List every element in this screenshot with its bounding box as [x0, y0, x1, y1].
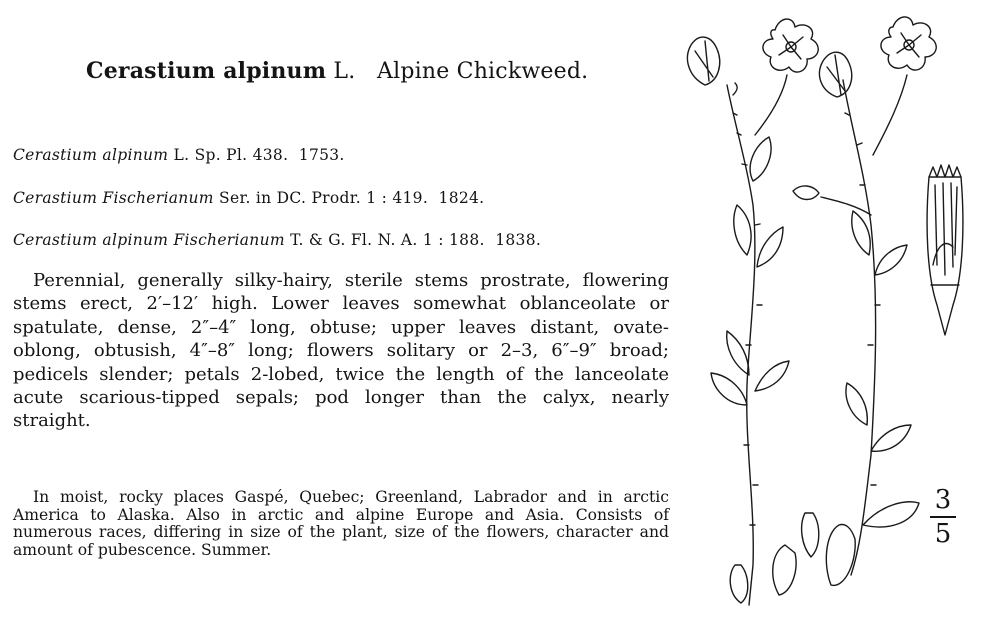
right-stem [843, 80, 876, 575]
synonym-name: Cerastium alpinum [13, 146, 169, 164]
description-text: Perennial, generally silky-hairy, sterile stems prostrate, flowering stems erect, 2′–12′ high. Lower leaves somewhat oblanceolate or spatulate, dense, 2″–4″ long, obtuse; upper leaves distant, ovate-oblong, obtusish, 4″–8″ long; flowers solitary or 2–3, 6″–9″ broad; pedicels slender; petals 2-lobed, twice the length of the lanceolate acute scarious-tipped sepals; pod longer than the calyx, nearly straight. [13, 270, 669, 432]
synonym-line [13, 146, 345, 164]
flower-icon [881, 17, 936, 70]
left-stem-branch [755, 75, 787, 135]
synonym-line [13, 189, 484, 207]
synonym-citation: L. Sp. Pl. 438. [173, 146, 289, 164]
species-name: Cerastium alpinum [86, 58, 327, 84]
species-author: L. [333, 59, 356, 84]
leaf-icon [711, 137, 789, 405]
habitat-text: In moist, rocky places Gaspé, Quebec; Greenland, Labrador and in arctic America to Alaska. Also in arctic and alpine Europe and Asia. Consists of numerous races, differing in size of the plant, size of the flowers, character and amount of pubescence. Summer. [13, 488, 669, 559]
basal-leaves-icon [730, 513, 855, 603]
species-heading [86, 58, 588, 84]
scale-numerator: 3 [934, 485, 952, 515]
calyx-detail-icon [927, 165, 963, 335]
synonym-name: Cerastium alpinum Fischerianum [13, 231, 285, 249]
description-paragraph [13, 269, 669, 433]
synonym-name: Cerastium Fischerianum [13, 189, 214, 207]
common-name: Alpine Chickweed. [377, 59, 589, 84]
synonym-line [13, 231, 541, 249]
scale-fraction-bar [930, 516, 956, 518]
right-stem-branch [873, 75, 907, 155]
synonym-citation: T. & G. Fl. N. A. 1 : 188. [290, 231, 485, 249]
synonym-year: 1824. [438, 189, 485, 207]
flower-icon [763, 19, 818, 72]
synonym-citation: Ser. in DC. Prodr. 1 : 419. [219, 189, 429, 207]
synonym-year: 1838. [495, 231, 542, 249]
scale-fraction [925, 487, 961, 547]
leaf-icon [846, 211, 919, 527]
scale-denominator: 5 [934, 519, 952, 549]
habitat-paragraph [13, 489, 669, 559]
synonym-year: 1753. [298, 146, 345, 164]
